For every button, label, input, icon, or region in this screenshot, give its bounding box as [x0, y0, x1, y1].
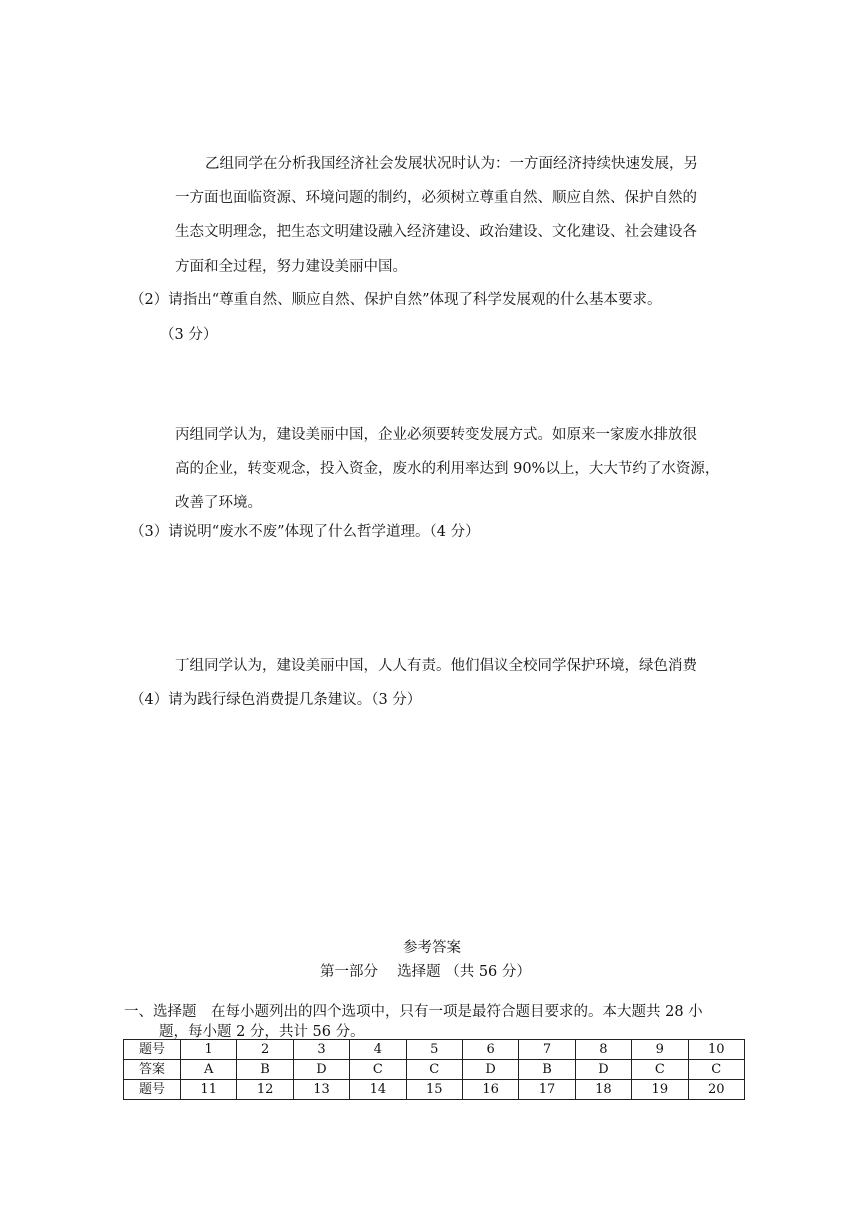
- table-row-label: 题号: [124, 1040, 181, 1060]
- table-cell: 5: [406, 1040, 462, 1060]
- passage-b-line-2: 一方面也面临资源、环境问题的制约，必须树立尊重自然、顺应自然、保护自然的: [175, 190, 697, 206]
- table-cell: B: [519, 1060, 575, 1080]
- table-cell: 14: [350, 1080, 406, 1100]
- table-cell: 19: [632, 1080, 688, 1100]
- table-cell: D: [575, 1060, 631, 1080]
- table-cell: 10: [688, 1040, 744, 1060]
- table-cell: 7: [519, 1040, 575, 1060]
- table-cell: 8: [575, 1040, 631, 1060]
- answer-title: 参考答案: [403, 940, 461, 956]
- section-intro-line-2: 题，每小题 2 分，共计 56 分。: [159, 1024, 365, 1040]
- table-cell: 13: [293, 1080, 349, 1100]
- table-cell: 4: [350, 1040, 406, 1060]
- table-cell: 2: [237, 1040, 293, 1060]
- part-title: 第一部分 选择题 （共 56 分）: [320, 964, 531, 980]
- table-cell: B: [237, 1060, 293, 1080]
- table-row: [124, 1060, 745, 1080]
- table-cell: C: [350, 1060, 406, 1080]
- table-cell: 6: [462, 1040, 518, 1060]
- table-cell: 17: [519, 1080, 575, 1100]
- table-cell: 1: [181, 1040, 237, 1060]
- table-cell: 16: [462, 1080, 518, 1100]
- question-2-score: （3 分）: [160, 327, 218, 343]
- table-cell: 18: [575, 1080, 631, 1100]
- table-cell: C: [406, 1060, 462, 1080]
- passage-b-line-1: 乙组同学在分析我国经济社会发展状况时认为：一方面经济持续快速发展，另: [205, 156, 698, 172]
- question-4: （4）请为践行绿色消费提几条建议。（3 分）: [130, 692, 422, 708]
- table-row: [124, 1080, 745, 1100]
- section-intro-line-1: 一、选择题 在每小题列出的四个选项中，只有一项是最符合题目要求的。本大题共 28 小: [124, 1004, 703, 1020]
- table-cell: 3: [293, 1040, 349, 1060]
- table-cell: C: [632, 1060, 688, 1080]
- table-row-label: 题号: [124, 1080, 181, 1100]
- question-2: （2）请指出“尊重自然、顺应自然、保护自然”体现了科学发展观的什么基本要求。: [130, 292, 662, 308]
- table-cell: 11: [181, 1080, 237, 1100]
- table-cell: 15: [406, 1080, 462, 1100]
- passage-d: 丁组同学认为，建设美丽中国，人人有责。他们倡议全校同学保护环境，绿色消费: [175, 658, 697, 674]
- table-cell: A: [181, 1060, 237, 1080]
- passage-b-line-4: 方面和全过程，努力建设美丽中国。: [175, 259, 407, 275]
- passage-c-line-1: 丙组同学认为，建设美丽中国，企业必须要转变发展方式。如原来一家废水排放很: [175, 427, 697, 443]
- table-cell: D: [462, 1060, 518, 1080]
- table-cell: 9: [632, 1040, 688, 1060]
- answer-table: [123, 1039, 745, 1100]
- table-row: [124, 1040, 745, 1060]
- table-cell: C: [688, 1060, 744, 1080]
- table-cell: 20: [688, 1080, 744, 1100]
- passage-c-line-2: 高的企业，转变观念，投入资金，废水的利用率达到 90%以上，大大节约了水资源，: [175, 461, 720, 477]
- passage-b-line-3: 生态文明理念，把生态文明建设融入经济建设、政治建设、文化建设、社会建设各: [175, 224, 697, 240]
- question-3: （3）请说明“废水不废”体现了什么哲学道理。（4 分）: [130, 524, 480, 540]
- table-row-label: 答案: [124, 1060, 181, 1080]
- table-cell: D: [293, 1060, 349, 1080]
- passage-c-line-3: 改善了环境。: [175, 495, 262, 511]
- table-cell: 12: [237, 1080, 293, 1100]
